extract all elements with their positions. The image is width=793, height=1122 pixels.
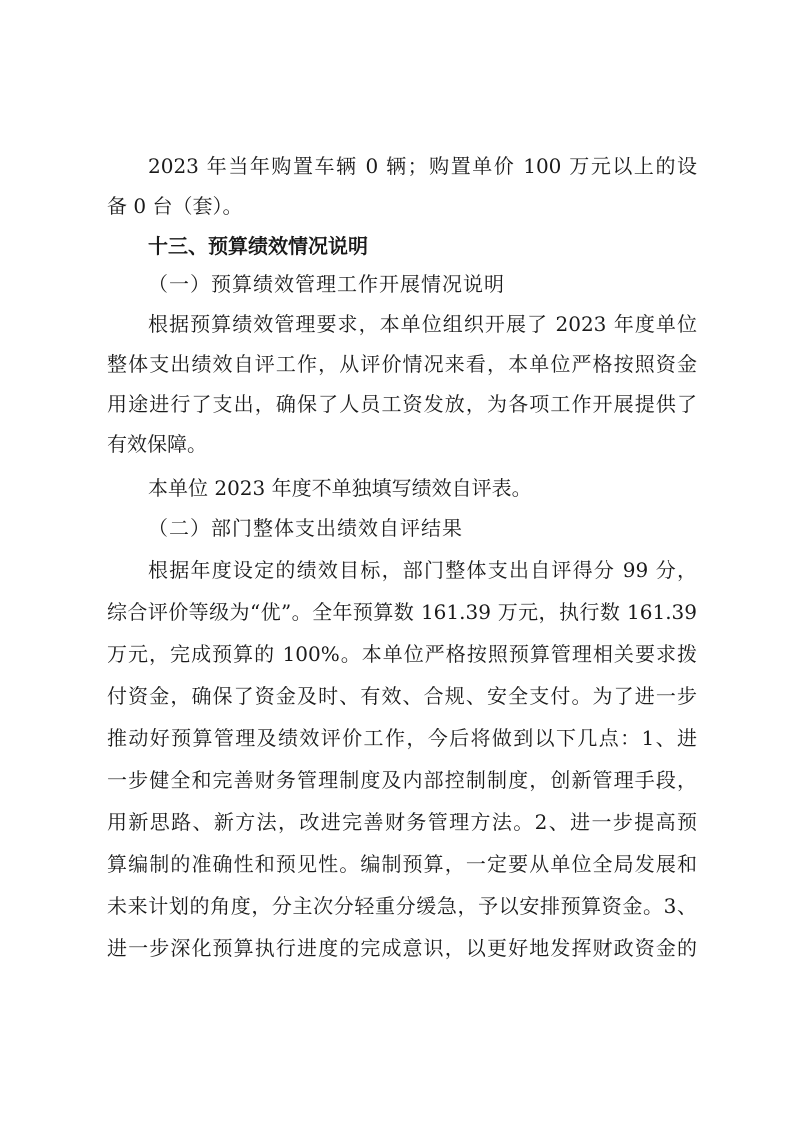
paragraph-line: 付资金，确保了资金及时、有效、合规、安全支付。为了进一步 (107, 684, 697, 708)
section-heading: 十三、预算绩效情况说明 (148, 234, 368, 258)
paragraph-line: 推动好预算管理及绩效评价工作，今后将做到以下几点：1、进 (107, 726, 697, 750)
paragraph-line: 进一步深化预算执行进度的完成意识，以更好地发挥财政资金的 (107, 936, 697, 960)
paragraph-line: 有效保障。 (107, 432, 207, 456)
paragraph-line: 算编制的准确性和预见性。编制预算，一定要从单位全局发展和 (107, 852, 697, 876)
paragraph-line: 2023 年当年购置车辆 0 辆；购置单价 100 万元以上的设 (148, 154, 697, 178)
paragraph-line: 用途进行了支出，确保了人员工资发放，为各项工作开展提供了 (107, 392, 697, 416)
subsection-heading: （一）预算绩效管理工作开展情况说明 (148, 272, 505, 296)
paragraph-line: 一步健全和完善财务管理制度及内部控制制度，创新管理手段， (107, 768, 697, 792)
paragraph-line: 整体支出绩效自评工作，从评价情况来看，本单位严格按照资金 (107, 352, 697, 376)
paragraph-line: 根据年度设定的绩效目标，部门整体支出自评得分 99 分， (148, 558, 697, 582)
paragraph-line: 根据预算绩效管理要求，本单位组织开展了 2023 年度单位 (148, 312, 697, 336)
paragraph-line: 用新思路、新方法，改进完善财务管理方法。2、进一步提高预 (107, 810, 697, 834)
subsection-heading: （二）部门整体支出绩效自评结果 (148, 516, 463, 540)
paragraph-line: 未来计划的角度，分主次分轻重分缓急，予以安排预算资金。3、 (107, 894, 697, 918)
paragraph-line: 万元，完成预算的 100%。本单位严格按照预算管理相关要求拨 (107, 642, 697, 666)
paragraph-line: 备 0 台（套）。 (107, 194, 243, 218)
paragraph-line: 本单位 2023 年度不单独填写绩效自评表。 (148, 476, 532, 500)
paragraph-line: 综合评价等级为“优”。全年预算数 161.39 万元，执行数 161.39 (107, 600, 697, 624)
